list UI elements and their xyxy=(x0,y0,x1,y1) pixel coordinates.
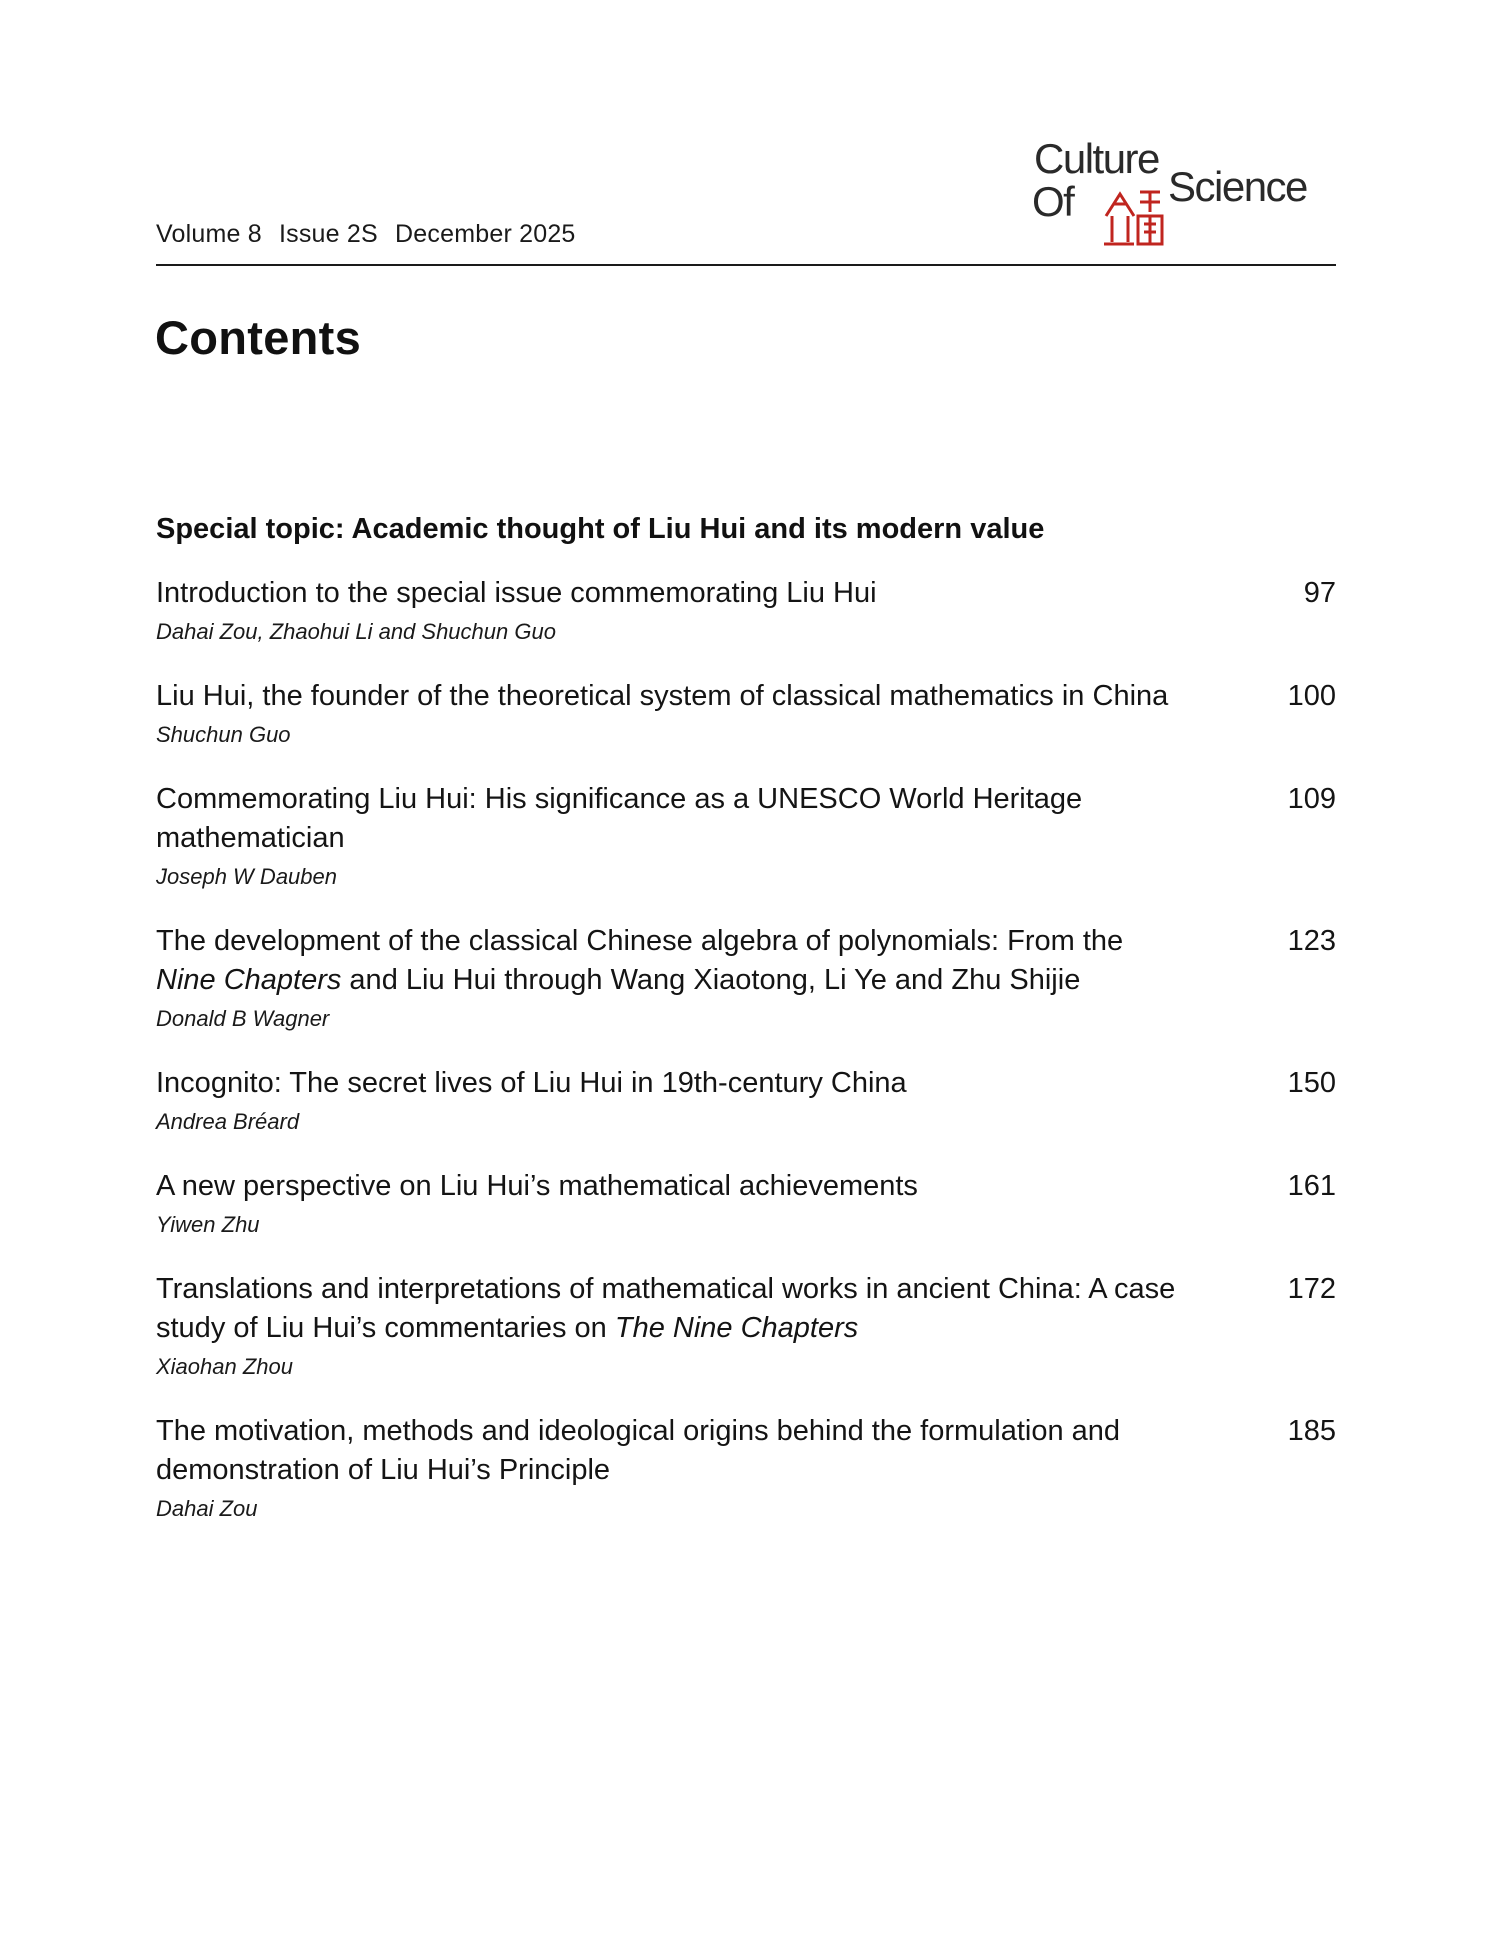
article-authors: Dahai Zou xyxy=(156,1496,258,1521)
article-title xyxy=(156,1270,1186,1348)
page-number: 150 xyxy=(1287,1067,1336,1099)
article-title-part: Nine Chapters xyxy=(156,964,342,996)
article-authors: Donald B Wagner xyxy=(156,1006,330,1031)
article-title-part: The motivation, methods and ideological origins behind the formulation and demonstration of Liu Hui’s Principle xyxy=(156,1415,1121,1486)
toc-entry xyxy=(156,780,1336,894)
page-number: 100 xyxy=(1287,680,1336,712)
section-heading: Special topic: Academic thought of Liu Hui and its modern value xyxy=(156,513,1045,545)
article-title xyxy=(156,677,1186,716)
volume-label: Volume 8 xyxy=(156,220,262,248)
article-authors: Xiaohan Zhou xyxy=(156,1354,293,1379)
issue-label: Issue 2S xyxy=(279,220,378,248)
article-authors: Andrea Bréard xyxy=(156,1109,300,1134)
article-authors: Yiwen Zhu xyxy=(156,1212,260,1237)
article-title-part: Introduction to the special issue commemorating Liu Hui xyxy=(156,577,877,609)
article-title xyxy=(156,780,1186,858)
logo-word-science: Science xyxy=(1168,163,1307,210)
page-number: 109 xyxy=(1287,783,1336,815)
table-of-contents xyxy=(156,574,1336,1554)
toc-entry xyxy=(156,922,1336,1036)
article-title xyxy=(156,1167,1186,1206)
seal-icon xyxy=(1100,186,1166,250)
article-title xyxy=(156,1412,1186,1490)
page-title: Contents xyxy=(155,311,362,364)
toc-entry xyxy=(156,1270,1336,1384)
article-title-part: The Nine Chapters xyxy=(614,1312,859,1344)
page-number: 172 xyxy=(1287,1273,1336,1305)
date-label: December 2025 xyxy=(395,220,576,248)
header-rule xyxy=(156,264,1336,266)
logo-word-of: Of xyxy=(1032,178,1074,225)
article-title-part: Liu Hui, the founder of the theoretical system of classical mathematics in China xyxy=(156,680,1169,712)
article-title-part: The development of the classical Chinese algebra of polynomials: From the xyxy=(156,925,1124,957)
article-title xyxy=(156,922,1186,1000)
article-title-part: Translations and interpretations of mathematical works in ancient China: A case study of Liu Hui’s commentaries on xyxy=(156,1273,1176,1344)
toc-entry xyxy=(156,1167,1336,1242)
article-title xyxy=(156,574,1186,613)
toc-entry xyxy=(156,1412,1336,1526)
article-title-part: and Liu Hui through Wang Xiaotong, Li Ye and Zhu Shijie xyxy=(341,964,1081,996)
logo-word-culture: Culture xyxy=(1034,135,1159,182)
page-number: 185 xyxy=(1287,1415,1336,1447)
article-title xyxy=(156,1064,1186,1103)
toc-entry xyxy=(156,574,1336,649)
page-number: 161 xyxy=(1287,1170,1336,1202)
page-number: 97 xyxy=(1303,577,1336,609)
toc-entry xyxy=(156,1064,1336,1139)
article-authors: Joseph W Dauben xyxy=(156,864,337,889)
article-authors: Dahai Zou, Zhaohui Li and Shuchun Guo xyxy=(156,619,556,644)
article-title-part: Commemorating Liu Hui: His significance as a UNESCO World Heritage mathematician xyxy=(156,783,1083,854)
article-title-part: Incognito: The secret lives of Liu Hui in 19th-century China xyxy=(156,1067,907,1099)
journal-logo xyxy=(1028,136,1338,251)
page-number: 123 xyxy=(1287,925,1336,957)
toc-entry xyxy=(156,677,1336,752)
article-title-part: A new perspective on Liu Hui’s mathematical achievements xyxy=(156,1170,918,1202)
issue-info xyxy=(156,220,586,249)
article-authors: Shuchun Guo xyxy=(156,722,291,747)
